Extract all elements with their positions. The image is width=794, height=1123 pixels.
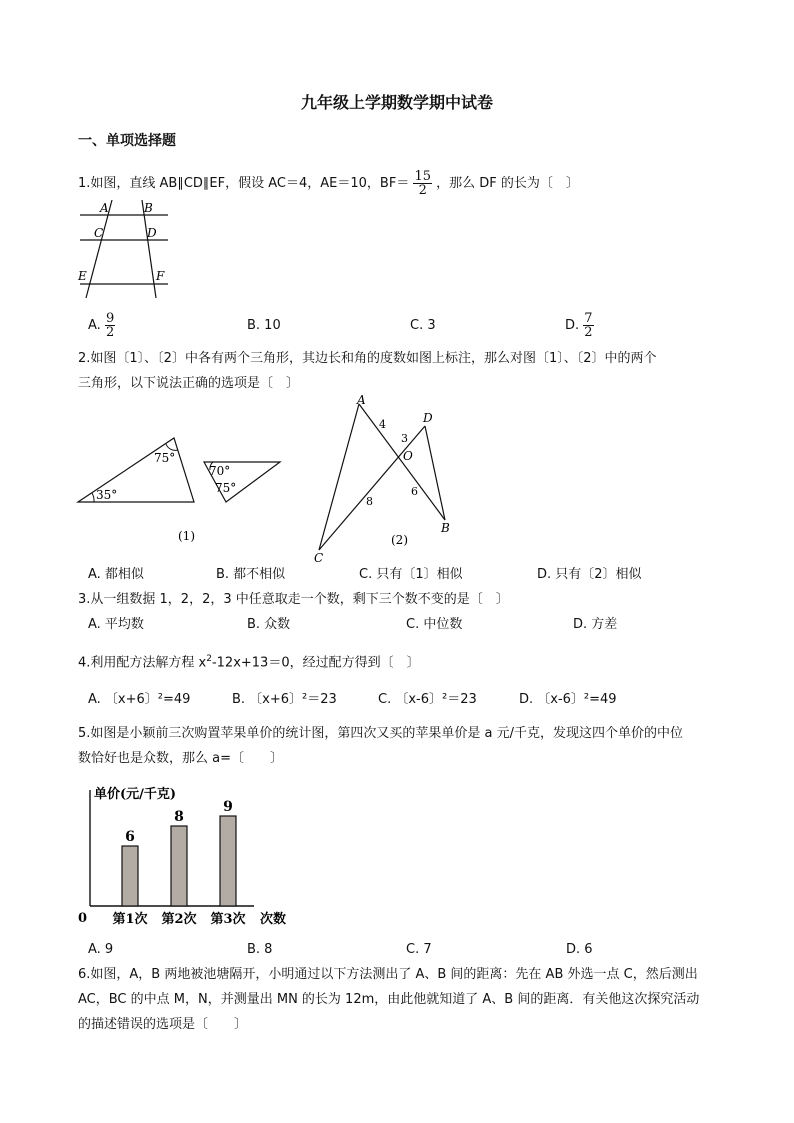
origin-label: 0 [78, 911, 88, 926]
category-label-2: 第2次 [161, 912, 197, 927]
q4-option-d: D. 〔x-6〕²=49 [519, 692, 617, 707]
question-1-stem [78, 170, 579, 197]
frac-numerator: 15 [414, 169, 432, 184]
q1-option-c: C. 3 [410, 318, 436, 333]
question-5-line-2: 数恰好也是众数，那么 a=〔 〕 [78, 751, 283, 766]
question-1-text-b: ，那么 DF 的长为〔 〕 [436, 176, 579, 191]
label-d: D [147, 226, 157, 240]
question-4-text-a: 4.利用配方法解方程 x [78, 655, 207, 671]
question-2-line-1: 2.如图〔1〕、〔2〕中各有两个三角形，其边长和角的度数如图上标注，那么对图〔1〕、〔2〕中的两个 [78, 351, 657, 366]
angle-35-label: 35° [96, 488, 118, 502]
point-o-label: O [403, 449, 413, 463]
page-title: 九年级上学期数学期中试卷 [300, 93, 493, 112]
q5-option-b: B. 8 [247, 942, 273, 957]
point-d-label: D [423, 411, 433, 425]
q3-option-c: C. 中位数 [406, 617, 463, 632]
angle-75-label: 75° [154, 451, 176, 465]
option-letter: D. [565, 318, 580, 333]
bar-value-label-1: 6 [125, 829, 135, 845]
segment-dc [319, 426, 425, 550]
q5-option-c: C. 7 [406, 942, 432, 957]
frac-denominator: 2 [584, 325, 593, 340]
q2-option-c: C. 只有〔1〕相似 [359, 567, 463, 582]
x-axis-title: 次数 [260, 912, 287, 927]
point-a-label: A [357, 393, 366, 407]
y-axis-title: 单价(元/千克) [94, 787, 177, 802]
bar-value-label-2: 8 [174, 809, 184, 825]
q4-option-a: A. 〔x+6〕²=49 [88, 692, 191, 707]
question-4-text-b: -12x+13＝0，经过配方得到〔 〕 [211, 655, 420, 671]
q2-option-b: B. 都不相似 [216, 567, 286, 582]
question-6-line-1: 6.如图，A，B 两地被池塘隔开，小明通过以下方法测出了 A、B 间的距离：先在 AB 外选一点 C，然后测出 [78, 967, 698, 982]
fraction-15-2 [413, 170, 432, 197]
question-4-text [78, 650, 420, 672]
triangles-figure-1 [74, 430, 294, 550]
q3-option-a: A. 平均数 [88, 617, 144, 632]
question-6-line-2: AC，BC 的中点 M，N，并测量出 MN 的长为 12m，由此他就知道了 A、B 间的距离．有关他这次探究活动 [78, 992, 700, 1007]
question-1-text-a: 1.如图，直线 AB∥CD∥EF，假设 AC＝4，AE＝10，BF＝ [78, 176, 410, 191]
bar-2 [171, 826, 187, 906]
exponent-2: 2 [206, 654, 212, 664]
frac-numerator: 7 [584, 311, 593, 326]
label-a: A [100, 201, 109, 215]
figure-1-caption: (1) [178, 529, 195, 543]
q5-option-d: D. 6 [566, 942, 593, 957]
option-d-fraction [583, 312, 593, 339]
q2-option-a: A. 都相似 [88, 567, 144, 582]
q3-option-b: B. 众数 [247, 617, 291, 632]
bar-3 [220, 816, 236, 906]
point-b-label: B [441, 521, 450, 535]
q1-option-a [88, 312, 115, 339]
bar-value-label-3: 9 [223, 799, 233, 815]
option-a-fraction [105, 312, 115, 339]
length-4-label: 4 [379, 418, 386, 431]
q2-option-d: D. 只有〔2〕相似 [537, 567, 642, 582]
length-8-label: 8 [366, 495, 373, 508]
label-b: B [144, 201, 153, 215]
category-label-3: 第3次 [210, 912, 246, 927]
frac-denominator: 2 [418, 183, 427, 198]
question-6-line-3: 的描述错误的选项是〔 〕 [78, 1017, 248, 1032]
length-6-label: 6 [411, 485, 418, 498]
segment-ac [319, 404, 359, 550]
point-c-label: C [314, 551, 324, 565]
frac-denominator: 2 [105, 325, 115, 340]
q4-option-c: C. 〔x-6〕²＝23 [378, 692, 477, 707]
unit-price-bar-chart [74, 778, 304, 933]
q3-option-d: D. 方差 [573, 617, 618, 632]
q5-option-a: A. 9 [88, 942, 114, 957]
category-label-1: 第1次 [112, 912, 148, 927]
q4-option-b: B. 〔x+6〕²＝23 [232, 692, 337, 707]
question-5-line-1: 5.如图是小颖前三次购置苹果单价的统计图，第四次又买的苹果单价是 a 元/千克，发现这四个单价的中位 [78, 726, 684, 741]
section-heading: 一、单项选择题 [78, 133, 176, 149]
label-e: E [78, 269, 87, 283]
question-3-text: 3.从一组数据 1，2，2，3 中任意取走一个数，剩下三个数不变的是〔 〕 [78, 592, 509, 607]
q1-option-d [565, 312, 594, 339]
figure-2-caption: (2) [391, 533, 408, 547]
bar-1 [122, 846, 138, 906]
triangles-figure-2 [305, 392, 465, 570]
question-2-line-2: 三角形，以下说法正确的选项是〔 〕 [78, 376, 300, 391]
frac-numerator: 9 [105, 311, 115, 326]
angle-75b-label: 75° [215, 481, 237, 495]
label-f: F [156, 269, 165, 283]
label-c: C [94, 226, 104, 240]
parallel-lines-figure [74, 198, 184, 303]
length-3-label: 3 [401, 432, 408, 445]
q1-option-b: B. 10 [247, 318, 281, 333]
angle-70-label: 70° [209, 464, 231, 478]
option-letter: A. [88, 318, 101, 333]
angle-arc-35 [92, 493, 94, 502]
